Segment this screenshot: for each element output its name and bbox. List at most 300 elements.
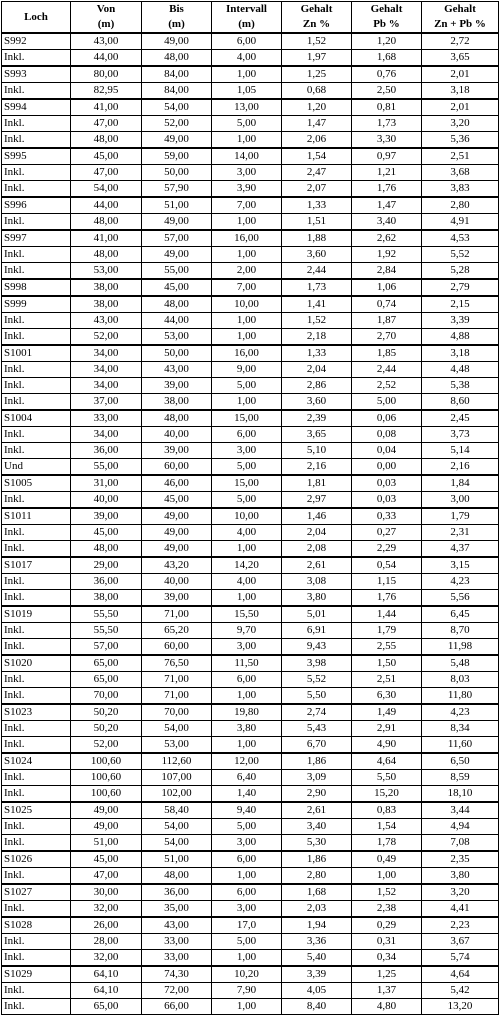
cell-zn: 3,09 [282,770,352,786]
cell-bis: 48,00 [142,296,212,313]
cell-von: 45,00 [71,525,142,541]
cell-pb: 0,34 [352,950,422,967]
cell-loch: Inkl. [2,50,71,67]
cell-bis: 71,00 [142,688,212,705]
cell-zn: 3,08 [282,574,352,590]
cell-intervall: 3,00 [212,835,282,852]
cell-von: 50,20 [71,721,142,737]
cell-intervall: 5,00 [212,492,282,509]
cell-pb: 2,38 [352,901,422,918]
cell-bis: 84,00 [142,66,212,83]
cell-intervall: 3,00 [212,443,282,459]
cell-von: 64,10 [71,966,142,983]
cell-bis: 71,00 [142,672,212,688]
cell-intervall: 1,00 [212,66,282,83]
cell-bis: 49,00 [142,525,212,541]
cell-bis: 44,00 [142,313,212,329]
table-row [2,33,499,50]
cell-zn: 3,40 [282,819,352,835]
cell-intervall: 15,50 [212,606,282,623]
cell-znpb: 5,38 [422,378,499,394]
cell-loch: Inkl. [2,786,71,803]
cell-von: 47,00 [71,116,142,132]
cell-loch: Inkl. [2,313,71,329]
header-pb [352,2,422,34]
header-znpb [422,2,499,34]
cell-intervall: 5,00 [212,934,282,950]
cell-zn: 2,16 [282,459,352,476]
cell-bis: 70,00 [142,704,212,721]
cell-loch: S1029 [2,966,71,983]
cell-bis: 84,00 [142,83,212,100]
cell-loch: Inkl. [2,378,71,394]
cell-zn: 3,39 [282,966,352,983]
cell-bis: 33,00 [142,950,212,967]
cell-loch: Inkl. [2,214,71,231]
cell-znpb: 4,64 [422,966,499,983]
cell-von: 80,00 [71,66,142,83]
cell-pb: 0,00 [352,459,422,476]
cell-bis: 48,00 [142,410,212,427]
cell-bis: 52,00 [142,116,212,132]
cell-pb: 4,90 [352,737,422,754]
header-bis-label: Bis [169,3,184,15]
cell-znpb: 8,59 [422,770,499,786]
table-row [2,786,499,803]
cell-loch: Inkl. [2,492,71,509]
cell-pb: 1,52 [352,884,422,901]
cell-znpb: 4,48 [422,362,499,378]
cell-loch: Inkl. [2,181,71,198]
table-row [2,362,499,378]
cell-intervall: 6,40 [212,770,282,786]
cell-von: 41,00 [71,99,142,116]
cell-znpb: 6,50 [422,753,499,770]
cell-pb: 2,84 [352,263,422,280]
cell-von: 44,00 [71,197,142,214]
cell-zn: 1,52 [282,33,352,50]
cell-bis: 43,20 [142,557,212,574]
cell-zn: 1,33 [282,197,352,214]
cell-pb: 3,40 [352,214,422,231]
cell-von: 50,20 [71,704,142,721]
cell-loch: Inkl. [2,770,71,786]
cell-loch: S1020 [2,655,71,672]
cell-von: 30,00 [71,884,142,901]
cell-von: 57,00 [71,639,142,656]
header-intervall-label: Intervall [226,3,267,15]
cell-pb: 2,62 [352,230,422,247]
cell-bis: 49,00 [142,214,212,231]
cell-zn: 3,36 [282,934,352,950]
cell-pb: 1,78 [352,835,422,852]
cell-intervall: 15,00 [212,475,282,492]
cell-bis: 55,00 [142,263,212,280]
table-row [2,99,499,116]
table-row [2,901,499,918]
cell-bis: 58,40 [142,802,212,819]
cell-intervall: 15,00 [212,410,282,427]
cell-pb: 1,00 [352,868,422,885]
cell-zn: 2,44 [282,263,352,280]
table-row [2,148,499,165]
cell-loch: Inkl. [2,247,71,263]
cell-von: 48,00 [71,214,142,231]
cell-loch: S998 [2,279,71,296]
cell-zn: 1,73 [282,279,352,296]
table-row [2,884,499,901]
cell-znpb: 5,48 [422,655,499,672]
cell-znpb: 2,80 [422,197,499,214]
cell-bis: 66,00 [142,999,212,1015]
cell-znpb: 3,73 [422,427,499,443]
cell-von: 45,00 [71,851,142,868]
cell-zn: 2,03 [282,901,352,918]
cell-pb: 1,47 [352,197,422,214]
cell-pb: 0,97 [352,148,422,165]
cell-pb: 0,03 [352,492,422,509]
cell-zn: 5,10 [282,443,352,459]
cell-bis: 36,00 [142,884,212,901]
cell-znpb: 3,18 [422,345,499,362]
cell-von: 39,00 [71,508,142,525]
cell-pb: 3,30 [352,132,422,149]
cell-intervall: 1,00 [212,313,282,329]
table-row [2,541,499,558]
cell-zn: 4,05 [282,983,352,999]
cell-loch: Inkl. [2,329,71,346]
cell-loch: Inkl. [2,999,71,1015]
cell-zn: 2,80 [282,868,352,885]
cell-bis: 74,30 [142,966,212,983]
cell-von: 38,00 [71,590,142,607]
header-von-unit: (m) [97,18,115,30]
cell-von: 47,00 [71,868,142,885]
cell-loch: Inkl. [2,574,71,590]
cell-loch: S1017 [2,557,71,574]
table-row [2,66,499,83]
cell-zn: 5,43 [282,721,352,737]
cell-von: 43,00 [71,313,142,329]
cell-loch: S1019 [2,606,71,623]
cell-loch: S1028 [2,917,71,934]
cell-znpb: 2,16 [422,459,499,476]
cell-bis: 51,00 [142,851,212,868]
cell-von: 55,50 [71,606,142,623]
table-row [2,934,499,950]
header-znpb-unit: Zn + Pb % [434,18,486,30]
cell-intervall: 1,00 [212,737,282,754]
cell-pb: 2,52 [352,378,422,394]
cell-znpb: 4,23 [422,704,499,721]
cell-pb: 1,06 [352,279,422,296]
cell-pb: 5,00 [352,394,422,411]
cell-zn: 6,91 [282,623,352,639]
cell-znpb: 18,10 [422,786,499,803]
cell-von: 31,00 [71,475,142,492]
cell-pb: 0,27 [352,525,422,541]
table-row [2,606,499,623]
cell-znpb: 3,67 [422,934,499,950]
table-row [2,737,499,754]
cell-znpb: 2,72 [422,33,499,50]
cell-pb: 2,55 [352,639,422,656]
table-header [2,2,499,34]
cell-bis: 49,00 [142,541,212,558]
cell-pb: 0,29 [352,917,422,934]
table-row [2,475,499,492]
cell-znpb: 7,08 [422,835,499,852]
cell-zn: 2,86 [282,378,352,394]
cell-pb: 2,44 [352,362,422,378]
cell-zn: 2,90 [282,786,352,803]
cell-zn: 2,07 [282,181,352,198]
cell-zn: 1,81 [282,475,352,492]
cell-loch: Inkl. [2,525,71,541]
table-row [2,623,499,639]
table-row [2,165,499,181]
cell-znpb: 8,60 [422,394,499,411]
cell-zn: 1,25 [282,66,352,83]
cell-von: 48,00 [71,541,142,558]
cell-loch: Inkl. [2,639,71,656]
cell-loch: S1024 [2,753,71,770]
cell-pb: 1,92 [352,247,422,263]
table-row [2,819,499,835]
cell-von: 45,00 [71,148,142,165]
table-row [2,525,499,541]
cell-intervall: 6,00 [212,884,282,901]
table-row [2,427,499,443]
table-row [2,508,499,525]
cell-bis: 54,00 [142,819,212,835]
cell-zn: 5,40 [282,950,352,967]
cell-von: 100,60 [71,786,142,803]
cell-von: 49,00 [71,802,142,819]
cell-bis: 50,00 [142,345,212,362]
cell-znpb: 4,94 [422,819,499,835]
cell-zn: 9,43 [282,639,352,656]
cell-znpb: 5,14 [422,443,499,459]
table-row [2,721,499,737]
cell-znpb: 4,88 [422,329,499,346]
cell-znpb: 4,53 [422,230,499,247]
cell-bis: 46,00 [142,475,212,492]
table-row [2,574,499,590]
header-intervall-unit: (m) [238,18,255,30]
table-row [2,704,499,721]
cell-pb: 1,21 [352,165,422,181]
cell-loch: Inkl. [2,83,71,100]
cell-zn: 2,04 [282,525,352,541]
cell-bis: 71,00 [142,606,212,623]
table-row [2,132,499,149]
cell-loch: Inkl. [2,688,71,705]
cell-loch: S994 [2,99,71,116]
cell-zn: 2,18 [282,329,352,346]
cell-intervall: 1,40 [212,786,282,803]
cell-znpb: 2,35 [422,851,499,868]
cell-bis: 107,00 [142,770,212,786]
cell-intervall: 4,00 [212,50,282,67]
cell-znpb: 5,56 [422,590,499,607]
drill-results-table [1,1,499,1015]
cell-bis: 54,00 [142,721,212,737]
cell-znpb: 1,79 [422,508,499,525]
cell-von: 37,00 [71,394,142,411]
cell-von: 32,00 [71,901,142,918]
cell-loch: Inkl. [2,541,71,558]
cell-von: 55,00 [71,459,142,476]
cell-znpb: 13,20 [422,999,499,1015]
table-row [2,394,499,411]
cell-bis: 43,00 [142,917,212,934]
cell-loch: S1004 [2,410,71,427]
cell-pb: 2,91 [352,721,422,737]
cell-znpb: 3,20 [422,116,499,132]
cell-zn: 3,65 [282,427,352,443]
cell-znpb: 3,68 [422,165,499,181]
table-row [2,770,499,786]
table-row [2,835,499,852]
cell-intervall: 1,00 [212,132,282,149]
cell-von: 48,00 [71,247,142,263]
cell-intervall: 4,00 [212,525,282,541]
cell-loch: S999 [2,296,71,313]
cell-zn: 0,68 [282,83,352,100]
cell-von: 49,00 [71,819,142,835]
cell-pb: 1,49 [352,704,422,721]
cell-loch: S1023 [2,704,71,721]
cell-von: 100,60 [71,753,142,770]
header-zn-label: Gehalt [300,3,333,15]
cell-loch: Inkl. [2,623,71,639]
cell-pb: 0,81 [352,99,422,116]
cell-pb: 2,50 [352,83,422,100]
cell-znpb: 5,42 [422,983,499,999]
cell-zn: 5,50 [282,688,352,705]
cell-pb: 0,74 [352,296,422,313]
table-row [2,983,499,999]
cell-pb: 1,15 [352,574,422,590]
cell-von: 53,00 [71,263,142,280]
table-row [2,263,499,280]
cell-intervall: 1,00 [212,590,282,607]
cell-zn: 1,97 [282,50,352,67]
table-row [2,329,499,346]
cell-znpb: 11,60 [422,737,499,754]
header-pb-unit: Pb % [373,18,400,30]
table-row [2,443,499,459]
cell-intervall: 6,00 [212,427,282,443]
cell-bis: 49,00 [142,33,212,50]
cell-loch: S1025 [2,802,71,819]
table-row [2,313,499,329]
table-row [2,917,499,934]
cell-loch: S996 [2,197,71,214]
cell-znpb: 5,28 [422,263,499,280]
cell-pb: 1,87 [352,313,422,329]
table-row [2,459,499,476]
cell-znpb: 3,65 [422,50,499,67]
cell-bis: 40,00 [142,427,212,443]
cell-pb: 0,06 [352,410,422,427]
header-loch-label: Loch [24,10,48,23]
header-pb-label: Gehalt [370,3,403,15]
cell-pb: 1,76 [352,181,422,198]
cell-zn: 3,60 [282,247,352,263]
cell-loch: Inkl. [2,590,71,607]
cell-intervall: 16,00 [212,230,282,247]
cell-loch: S995 [2,148,71,165]
cell-von: 48,00 [71,132,142,149]
cell-loch: Inkl. [2,443,71,459]
table-row [2,999,499,1015]
cell-zn: 1,88 [282,230,352,247]
cell-loch: S1001 [2,345,71,362]
cell-intervall: 5,00 [212,819,282,835]
cell-intervall: 2,00 [212,263,282,280]
cell-pb: 0,31 [352,934,422,950]
cell-loch: Inkl. [2,950,71,967]
cell-zn: 5,52 [282,672,352,688]
cell-intervall: 14,20 [212,557,282,574]
cell-intervall: 16,00 [212,345,282,362]
cell-znpb: 3,00 [422,492,499,509]
cell-pb: 2,51 [352,672,422,688]
cell-intervall: 7,00 [212,279,282,296]
cell-pb: 1,54 [352,819,422,835]
table-row [2,116,499,132]
cell-loch: Inkl. [2,116,71,132]
cell-zn: 1,54 [282,148,352,165]
cell-von: 34,00 [71,362,142,378]
cell-znpb: 4,41 [422,901,499,918]
header-intervall [212,2,282,34]
cell-loch: S1026 [2,851,71,868]
cell-intervall: 1,00 [212,247,282,263]
header-von [71,2,142,34]
cell-znpb: 3,20 [422,884,499,901]
cell-bis: 57,00 [142,230,212,247]
cell-von: 34,00 [71,427,142,443]
cell-zn: 1,51 [282,214,352,231]
cell-intervall: 3,90 [212,181,282,198]
cell-bis: 53,00 [142,737,212,754]
cell-loch: S1005 [2,475,71,492]
table-row [2,672,499,688]
cell-intervall: 9,40 [212,802,282,819]
cell-von: 26,00 [71,917,142,934]
cell-znpb: 6,45 [422,606,499,623]
cell-intervall: 6,00 [212,672,282,688]
cell-pb: 1,68 [352,50,422,67]
cell-intervall: 5,00 [212,459,282,476]
table-row [2,345,499,362]
cell-intervall: 1,00 [212,868,282,885]
cell-von: 64,10 [71,983,142,999]
cell-von: 40,00 [71,492,142,509]
cell-zn: 2,08 [282,541,352,558]
cell-intervall: 1,00 [212,541,282,558]
header-von-label: Von [96,3,116,15]
cell-bis: 48,00 [142,50,212,67]
cell-znpb: 2,01 [422,66,499,83]
cell-pb: 0,83 [352,802,422,819]
table-row [2,197,499,214]
cell-von: 38,00 [71,296,142,313]
header-znpb-label: Gehalt [444,3,476,15]
